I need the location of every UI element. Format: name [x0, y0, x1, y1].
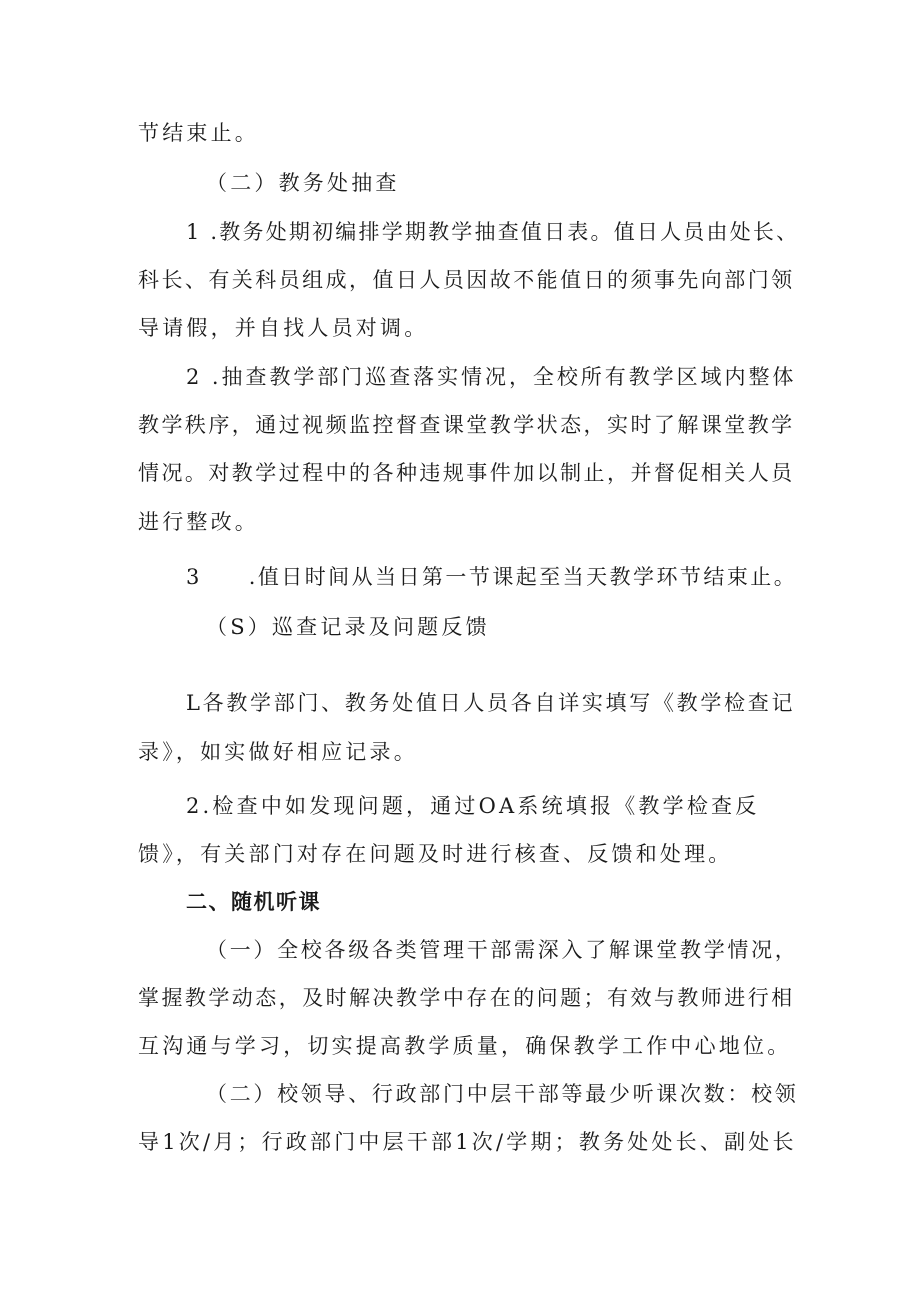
paragraph-line: 2 .抽查教学部门巡查落实情况，全校所有教学区域内整体	[186, 365, 797, 389]
paragraph-line: 科长、有关科员组成，值日人员因故不能值日的须事先向部门领	[138, 268, 795, 292]
chapter-heading: 二、随机听课	[186, 890, 321, 914]
paragraph-line: （一）全校各级各类管理干部需深入了解课堂教学情况，	[206, 938, 799, 962]
paragraph-line: 教学秩序，通过视频监控督查课堂教学状态，实时了解课堂教学	[138, 413, 795, 437]
paragraph-line: L各教学部门、教务处值日人员各自详实填写《教学检查记	[186, 691, 796, 715]
section-heading: （S）巡查记录及问题反馈	[206, 615, 490, 639]
paragraph-line: 录》，如实做好相应记录。	[138, 740, 418, 764]
paragraph-line: 2.检查中如发现问题，通过OA系统填报《教学检查反	[186, 794, 760, 818]
paragraph-line: 导1次/月；行政部门中层干部1次/学期；教务处处长、副处长	[138, 1130, 797, 1154]
section-heading: （二）教务处抽查	[206, 171, 400, 195]
paragraph-line: （二）校领导、行政部门中层干部等最少听课次数：校领	[206, 1082, 799, 1106]
paragraph-line: 进行整改。	[138, 510, 259, 534]
paragraph-line: 1 .教务处期初编排学期教学抽查值日表。值日人员由处长、	[186, 220, 800, 244]
paragraph-line: 馈》，有关部门对存在问题及时进行核查、反馈和处理。	[138, 842, 733, 866]
paragraph-line: 互沟通与学习，切实提高教学质量，确保教学工作中心地位。	[138, 1034, 792, 1058]
paragraph-line: 导请假，并自找人员对调。	[138, 316, 429, 340]
paragraph-line: 掌握教学动态，及时解决教学中存在的问题；有效与教师进行相	[138, 986, 795, 1010]
paragraph-line: 3 .值日时间从当日第一节课起至当天教学环节结束止。	[186, 565, 798, 589]
paragraph-line: 情况。对教学过程中的各种违规事件加以制止，并督促相关人员	[138, 461, 795, 485]
paragraph-line: 节结束止。	[138, 121, 259, 145]
